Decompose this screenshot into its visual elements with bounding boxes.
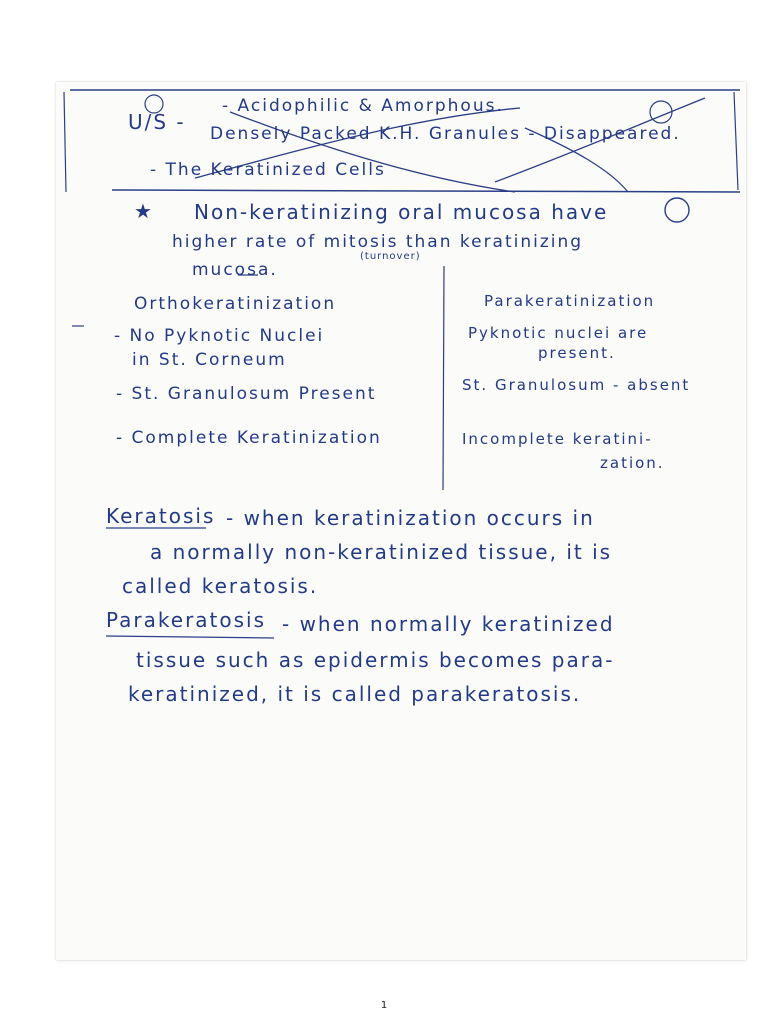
keratosis-line-3: called keratosis. <box>122 574 319 598</box>
margin-line <box>64 92 66 192</box>
parakeratosis-term: Parakeratosis <box>106 608 267 632</box>
para-heading: Parakeratinization <box>484 292 656 310</box>
intro-line-1: Non-keratinizing oral mucosa have <box>194 200 609 224</box>
ortho-heading: Orthokeratinization <box>134 294 337 314</box>
header-line-2: Densely Packed K.H. Granules - Disappeared. <box>210 124 681 144</box>
underline-parakeratosis <box>106 636 274 638</box>
para-point-1b: present. <box>538 344 616 362</box>
para-point-2: St. Granulosum - absent <box>462 376 691 394</box>
ortho-point-1b: in St. Corneum <box>132 350 287 370</box>
parakeratosis-line-3: keratinized, it is called parakeratosis. <box>128 682 582 706</box>
ortho-point-2: - St. Granulosum Present <box>116 384 377 404</box>
circled-mark-intro <box>665 198 689 222</box>
header-divider <box>112 190 740 192</box>
ortho-point-1a: - No Pyknotic Nuclei <box>114 326 325 346</box>
intro-turnover-note: (turnover) <box>360 251 421 262</box>
keratosis-term: Keratosis <box>106 504 216 528</box>
circled-mark-right <box>650 101 672 123</box>
intro-line-3: mucosa. <box>192 260 278 280</box>
para-point-3b: zation. <box>600 454 665 472</box>
intro-line-2: higher rate of mitosis than keratinizing <box>172 232 584 252</box>
header-right-border <box>734 92 738 190</box>
header-line-1: - Acidophilic & Amorphous. <box>222 96 504 116</box>
parakeratosis-line-1: - when normally keratinized <box>282 612 615 636</box>
header-prefix: U/S - <box>128 110 186 134</box>
para-point-3a: Incomplete keratini- <box>462 430 653 448</box>
keratosis-line-1: - when keratinization occurs in <box>226 506 595 530</box>
column-divider <box>443 266 444 490</box>
header-line-3: - The Keratinized Cells <box>150 160 386 180</box>
ortho-point-3: - Complete Keratinization <box>116 428 382 448</box>
page-number: 1 <box>380 1000 388 1011</box>
keratosis-line-2: a normally non-keratinized tissue, it is <box>150 540 613 564</box>
para-point-1a: Pyknotic nuclei are <box>468 324 649 342</box>
star-bullet-icon: ★ <box>134 199 152 223</box>
parakeratosis-line-2: tissue such as epidermis becomes para- <box>136 648 615 672</box>
